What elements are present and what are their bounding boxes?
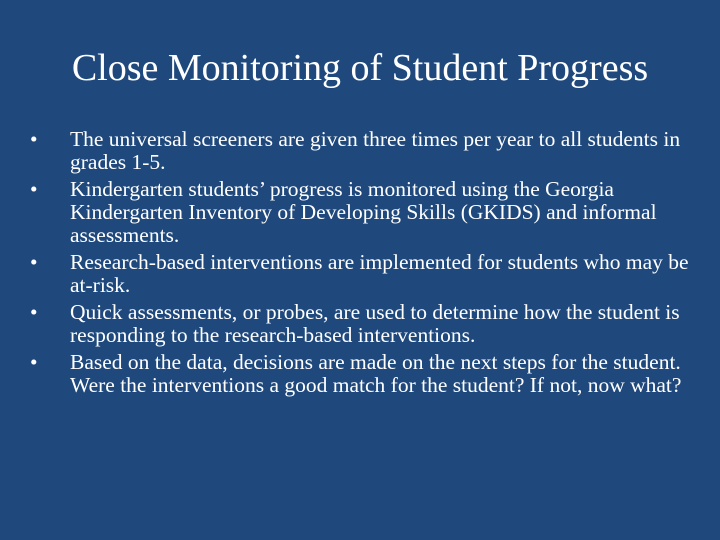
bullet-marker: • <box>30 127 38 151</box>
bullet-text: The universal screeners are given three times per year to all students in grades 1-5. <box>70 127 681 174</box>
bullet-list <box>30 128 690 401</box>
slide-title: Close Monitoring of Student Progress <box>71 47 649 89</box>
bullet-item <box>30 301 690 347</box>
bullet-item <box>30 178 690 247</box>
bullet-text: Research-based interventions are implemented for students who may be at-risk. <box>70 250 689 297</box>
bullet-item <box>30 351 690 397</box>
bullet-item <box>30 128 690 174</box>
bullet-text: Kindergarten students’ progress is monitored using the Georgia Kindergarten Inventory of Developing Skills (GKIDS) and informal assessments. <box>70 177 657 247</box>
bullet-marker: • <box>30 250 38 274</box>
bullet-item <box>30 251 690 297</box>
bullet-text: Based on the data, decisions are made on the next steps for the student. Were the interventions a good match for the student? If not, now what? <box>70 350 682 397</box>
bullet-text: Quick assessments, or probes, are used to determine how the student is responding to the research-based interventions. <box>70 300 680 347</box>
bullet-marker: • <box>30 177 38 201</box>
bullet-marker: • <box>30 300 38 324</box>
bullet-marker: • <box>30 350 38 374</box>
